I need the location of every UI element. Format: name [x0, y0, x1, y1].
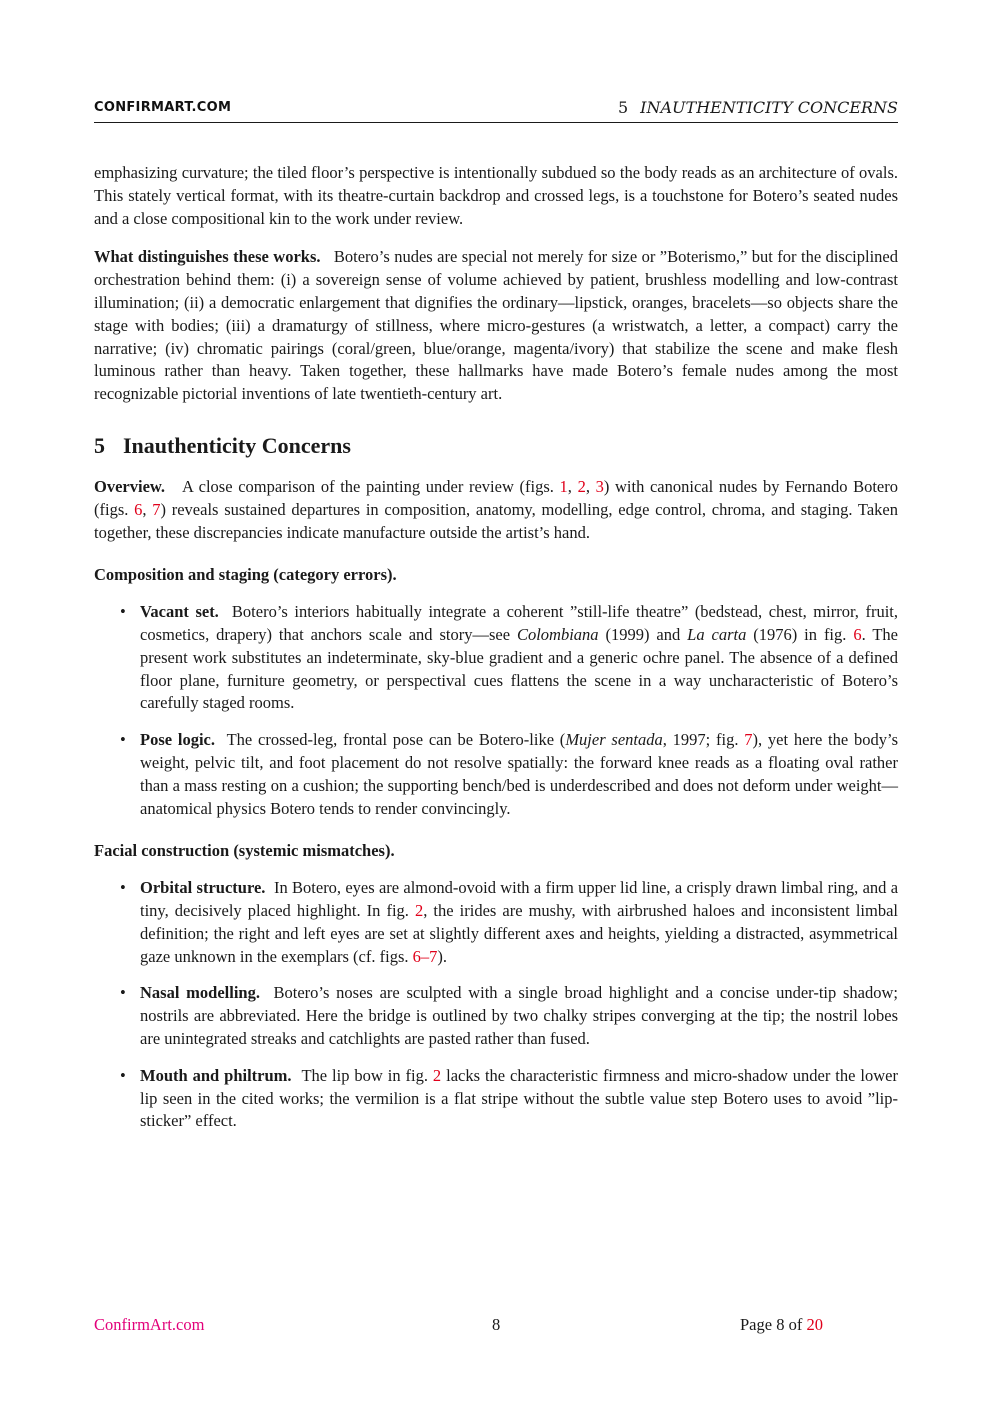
fig-ref-7[interactable]: 7 — [152, 499, 161, 519]
fig-ref-7[interactable]: 7 — [744, 730, 753, 750]
orbital-text: ). — [437, 946, 447, 966]
intro-paragraph: emphasizing curvature; the tiled floor’s perspective is intentionally subdued so the body reads as an architecture of ovals. This stately vertical format, with its theatre-curtain backdrop and crossed legs, is a touchstone for Botero’s seated nudes and a close compositional kin to the work under review. — [94, 163, 898, 228]
mouth-text: The lip bow in fig. — [301, 1065, 433, 1085]
footer-total-pages-link[interactable]: 20 — [806, 1315, 823, 1334]
fig-ref-6[interactable]: 6 — [134, 499, 143, 519]
overview-paragraph — [94, 476, 898, 544]
overview-sep: , — [567, 476, 578, 496]
list-item-orbital — [140, 877, 898, 968]
overview-text: ) reveals sustained departures in composition, anatomy, modelling, edge control, chroma, and staging. Taken together, these discrepancies indicate manufacture outside the artist’s hand. — [94, 499, 899, 542]
header-section-number: 5 — [617, 98, 629, 117]
overview-sep: , — [585, 476, 596, 496]
distinguish-text: Botero’s nudes are special not merely for size or ”Boterismo,” but for the disciplined orchestration behind them: (i) a sovereign sense of volume achieved by patient, brushless modelling and low-contrast illumination; (ii) a democratic enlargement that dignifies the ordinary—lipstick, oranges, bracelets—so objects share the stage with bodies; (iii) a dramaturgy of stillness, where micro-gestures (a wristwatch, a letter, a compact) carry the narrative; (iv) chromatic pairings (coral/green, blue/orange, magenta/ivory) that stabilize the scene and make flesh luminous rather than heavy. Taken together, these hallmarks have made Botero’s female nudes among the most recognizable pictorial inventions of late twentieth-century art. — [94, 247, 899, 404]
list-item-nasal — [140, 982, 898, 1050]
mouth-lead: Mouth and philtrum. — [140, 1065, 292, 1085]
vacant-text: Botero’s interiors habitually integrate a coherent ”still-life theatre” (bedstead, chest, mirror, fruit, cosmetics, drapery) that anchors scale and story—see — [140, 602, 898, 644]
fig-ref-3[interactable]: 3 — [595, 476, 604, 496]
vacant-text: (1976) in fig. — [746, 624, 854, 644]
facial-heading: Facial construction (systemic mismatches). — [94, 841, 395, 861]
header-section-title: INAUTHENTICITY CONCERNS — [640, 98, 898, 117]
section-number: 5 — [94, 432, 105, 458]
overview-text: ) with canonical nudes by Fernando Botero (figs. — [94, 476, 899, 519]
section-heading — [94, 432, 898, 460]
pose-text: ), yet here the body’s weight, pelvic tilt, and foot placement do not resolve spatially: the forward knee reads as a floating oval rather than a mass resting on a cushion; the supporting bench/bed is underdescribed and does not deform under weight—anatomical physics Botero tends to render convincingly. — [140, 730, 899, 818]
footer-page-number: 8 — [492, 1315, 501, 1334]
pose-text: , 1997; fig. — [662, 730, 745, 750]
orbital-text: , the irides are mushy, with airbrushed haloes and inconsistent limbal definition; the right and left eyes are set at slightly different axes and heights, yielding a distracted, asymmetrical gaze unknown in the exemplars (cf. figs. — [140, 900, 898, 966]
distinguish-paragraph — [94, 246, 898, 406]
footer-page-count — [740, 1315, 823, 1335]
running-header — [94, 98, 898, 123]
overview-text: A close comparison of the painting under review (figs. — [181, 476, 560, 496]
fig-ref-1[interactable]: 1 — [559, 476, 568, 496]
artwork-title-la-carta: La carta — [687, 624, 747, 644]
composition-heading: Composition and staging (category errors). — [94, 565, 397, 585]
page-body — [94, 162, 898, 1149]
nasal-text: Botero’s noses are sculpted with a single broad highlight and a concise under-tip shadow; nostrils are abbreviated. Here the bridge is outlined by two chalky stripes converging at the tip; the nostril lobes are unintegrated streaks and catchlights are pasted rather than fused. — [140, 983, 899, 1048]
fig-ref-6-7[interactable]: 6–7 — [412, 946, 438, 966]
header-logo: CONFIRMART.COM — [94, 100, 232, 115]
artwork-title-mujer-sentada: Mujer sentada — [565, 730, 663, 750]
overview-lead: Overview. — [94, 476, 166, 496]
fig-ref-2[interactable]: 2 — [577, 476, 586, 496]
facial-list — [94, 877, 898, 1133]
mouth-text: lacks the characteristic firmness and micro-shadow under the lower lip seen in the cited works; the vermilion is a flat stripe without the subtle value step Botero uses to avoid ”lip-sticker” effect. — [140, 1065, 898, 1131]
list-item-mouth — [140, 1065, 898, 1133]
list-item-vacant-set — [140, 601, 898, 715]
orbital-text: In Botero, eyes are almond-ovoid with a firm upper lid line, a crisply drawn limbal ring, and a tiny, decisively placed highlight. In fig. — [140, 878, 899, 920]
fig-ref-6[interactable]: 6 — [853, 624, 862, 644]
distinguish-lead: What distinguishes these works. — [94, 247, 321, 267]
nasal-lead: Nasal modelling. — [140, 983, 260, 1003]
section-title: Inauthenticity Concerns — [123, 432, 351, 458]
list-item-pose-logic — [140, 729, 898, 820]
vacant-lead: Vacant set. — [140, 602, 219, 622]
footer-page-prefix: Page 8 of — [740, 1315, 807, 1334]
fig-ref-2[interactable]: 2 — [432, 1065, 442, 1085]
pose-lead: Pose logic. — [140, 730, 215, 750]
vacant-text: . The present work substitutes an indeterminate, sky-blue gradient and a generic ochre panel. The absence of a defined floor plane, furniture geometry, or perspectival cues flattens the scene in a way uncharacteristic of Botero’s carefully staged rooms. — [140, 624, 898, 713]
footer-site-link[interactable]: ConfirmArt.com — [94, 1315, 205, 1334]
pose-text: The crossed-leg, frontal pose can be Botero-like ( — [226, 730, 566, 750]
fig-ref-2[interactable]: 2 — [414, 900, 424, 920]
orbital-lead: Orbital structure. — [140, 878, 266, 898]
vacant-text: (1999) and — [598, 624, 688, 644]
composition-list — [94, 601, 898, 820]
artwork-title-colombiana: Colombiana — [516, 624, 599, 644]
overview-sep: , — [142, 499, 153, 519]
header-section — [618, 98, 898, 117]
